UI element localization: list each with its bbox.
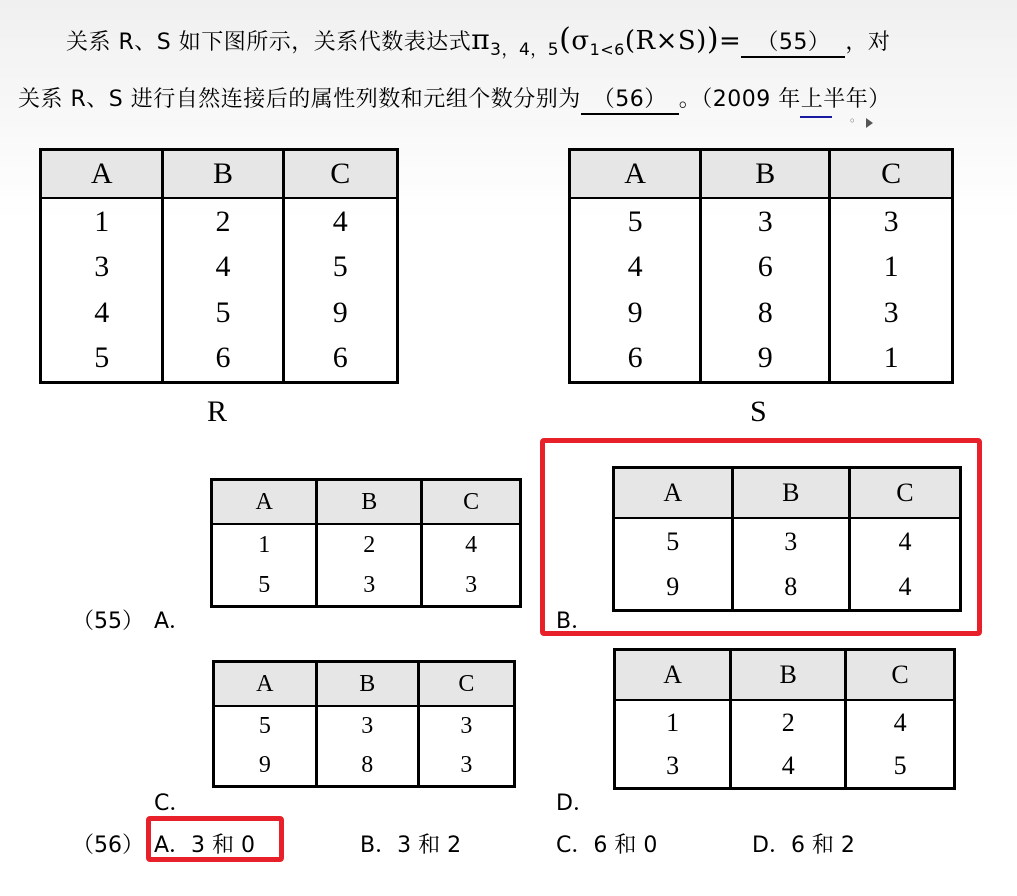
table-cell: 5 bbox=[258, 571, 271, 598]
table-cell: 2 bbox=[163, 198, 283, 245]
stray-mark: 。 bbox=[850, 110, 863, 124]
option-55c-letter: C． bbox=[154, 791, 192, 816]
r-header-a: A bbox=[42, 151, 163, 198]
relation-r-table bbox=[39, 148, 399, 384]
table-cell: 3 bbox=[701, 198, 830, 245]
table-cell: 1 bbox=[94, 204, 110, 238]
pi-subscript: 3，4，5 bbox=[490, 40, 560, 60]
table-header: B bbox=[732, 469, 849, 518]
table-cell: 9 bbox=[283, 290, 396, 335]
table-cell: 3 bbox=[732, 518, 849, 564]
q55-label: （55） bbox=[72, 609, 144, 634]
question-line1-suffix: ，对 bbox=[845, 30, 891, 55]
table-cell: 4 bbox=[846, 700, 953, 744]
table-cell: 8 bbox=[701, 290, 830, 335]
table-cell: 5 bbox=[666, 526, 680, 556]
table-cell: 3 bbox=[422, 565, 519, 605]
table-header: A bbox=[215, 663, 316, 706]
option-55a-letter: A． bbox=[154, 609, 192, 634]
table-cell: 5 bbox=[94, 341, 110, 375]
table-cell: 5 bbox=[258, 713, 271, 740]
table-cell: 3 bbox=[418, 746, 513, 785]
table-cell: 6 bbox=[627, 341, 643, 375]
table-header: B bbox=[316, 663, 418, 706]
table-cell: 3 bbox=[666, 750, 680, 780]
table-header: C bbox=[418, 663, 513, 706]
question-line-2 bbox=[18, 82, 891, 115]
table-cell: 1 bbox=[666, 707, 680, 737]
question-line1-prefix: 关系 R、S 如下图所示，关系代数表达式 bbox=[66, 30, 472, 55]
table-cell: 5 bbox=[846, 744, 953, 787]
option-55b-table bbox=[612, 466, 962, 612]
table-cell: 9 bbox=[666, 571, 680, 601]
table-cell: 4 bbox=[849, 564, 959, 609]
option-55d-letter: D． bbox=[556, 791, 595, 816]
s-header-b: B bbox=[701, 151, 830, 198]
table-cell: 3 bbox=[418, 706, 513, 746]
table-cell: 4 bbox=[163, 245, 283, 290]
option-55b-letter: B． bbox=[556, 609, 594, 634]
blank-55: （55） bbox=[741, 25, 845, 58]
question-line-1 bbox=[66, 22, 890, 60]
table-cell: 2 bbox=[317, 524, 422, 565]
table-cell: 9 bbox=[258, 752, 271, 779]
table-cell: 3 bbox=[317, 565, 422, 605]
table-cell: 5 bbox=[283, 245, 396, 290]
accent-underline bbox=[800, 116, 832, 118]
r-header-b: B bbox=[163, 151, 283, 198]
option-55a-table bbox=[210, 478, 522, 608]
table-header: C bbox=[846, 651, 953, 700]
expr-paren-close: ) bbox=[706, 22, 720, 57]
relation-s-name: S bbox=[750, 395, 767, 428]
relation-s-table bbox=[568, 148, 954, 384]
table-header: C bbox=[849, 469, 959, 518]
table-cell: 1 bbox=[258, 531, 271, 558]
s-header-c: C bbox=[830, 151, 951, 198]
table-cell: 4 bbox=[731, 744, 846, 787]
table-cell: 9 bbox=[627, 295, 643, 329]
table-cell: 4 bbox=[849, 518, 959, 564]
expr-paren-open: ( bbox=[559, 22, 572, 57]
table-cell: 4 bbox=[94, 295, 110, 329]
option-56a: A．3 和 0 bbox=[154, 833, 256, 858]
option-55c-table bbox=[212, 660, 516, 788]
table-cell: 6 bbox=[163, 336, 283, 381]
expr-inner: (R×S) bbox=[624, 26, 707, 56]
table-cell: 5 bbox=[627, 204, 643, 238]
table-cell: 9 bbox=[701, 336, 830, 381]
table-header: A bbox=[615, 469, 732, 518]
option-56d: D．6 和 2 bbox=[752, 833, 855, 858]
pi-symbol: π bbox=[471, 23, 491, 56]
table-cell: 1 bbox=[830, 245, 951, 290]
table-header: B bbox=[731, 651, 846, 700]
r-header-c: C bbox=[283, 151, 396, 198]
table-cell: 4 bbox=[422, 524, 519, 565]
table-cell: 6 bbox=[701, 245, 830, 290]
table-cell: 3 bbox=[830, 290, 951, 335]
table-cell: 5 bbox=[163, 290, 283, 335]
table-header: B bbox=[317, 481, 422, 524]
table-cell: 8 bbox=[316, 746, 418, 785]
table-header: A bbox=[213, 481, 317, 524]
table-cell: 3 bbox=[316, 706, 418, 746]
table-header: C bbox=[422, 481, 519, 524]
relation-r-name: R bbox=[207, 395, 228, 428]
table-cell: 8 bbox=[732, 564, 849, 609]
table-cell: 6 bbox=[283, 336, 396, 381]
sigma-subscript: 1<6 bbox=[589, 40, 625, 59]
equals-sign: = bbox=[719, 26, 742, 56]
table-header: A bbox=[616, 651, 731, 700]
blank-56: （56） bbox=[581, 82, 679, 115]
table-cell: 1 bbox=[830, 336, 951, 381]
mouse-cursor-icon bbox=[866, 118, 873, 128]
table-cell: 3 bbox=[830, 198, 951, 245]
option-56c: C．6 和 0 bbox=[556, 833, 658, 858]
question-line2-prefix: 关系 R、S 进行自然连接后的属性列数和元组个数分别为 bbox=[18, 87, 581, 112]
table-cell: 3 bbox=[94, 250, 110, 284]
table-cell: 4 bbox=[627, 250, 643, 284]
question-line2-suffix: 。（2009 年上半年） bbox=[678, 87, 891, 112]
table-cell: 4 bbox=[283, 198, 396, 245]
table-cell: 2 bbox=[731, 700, 846, 744]
option-55d-table bbox=[613, 648, 956, 790]
option-56b: B．3 和 2 bbox=[360, 833, 462, 858]
sigma-symbol: σ bbox=[571, 26, 590, 56]
s-header-a: A bbox=[571, 151, 701, 198]
q56-label: （56） bbox=[72, 833, 144, 858]
